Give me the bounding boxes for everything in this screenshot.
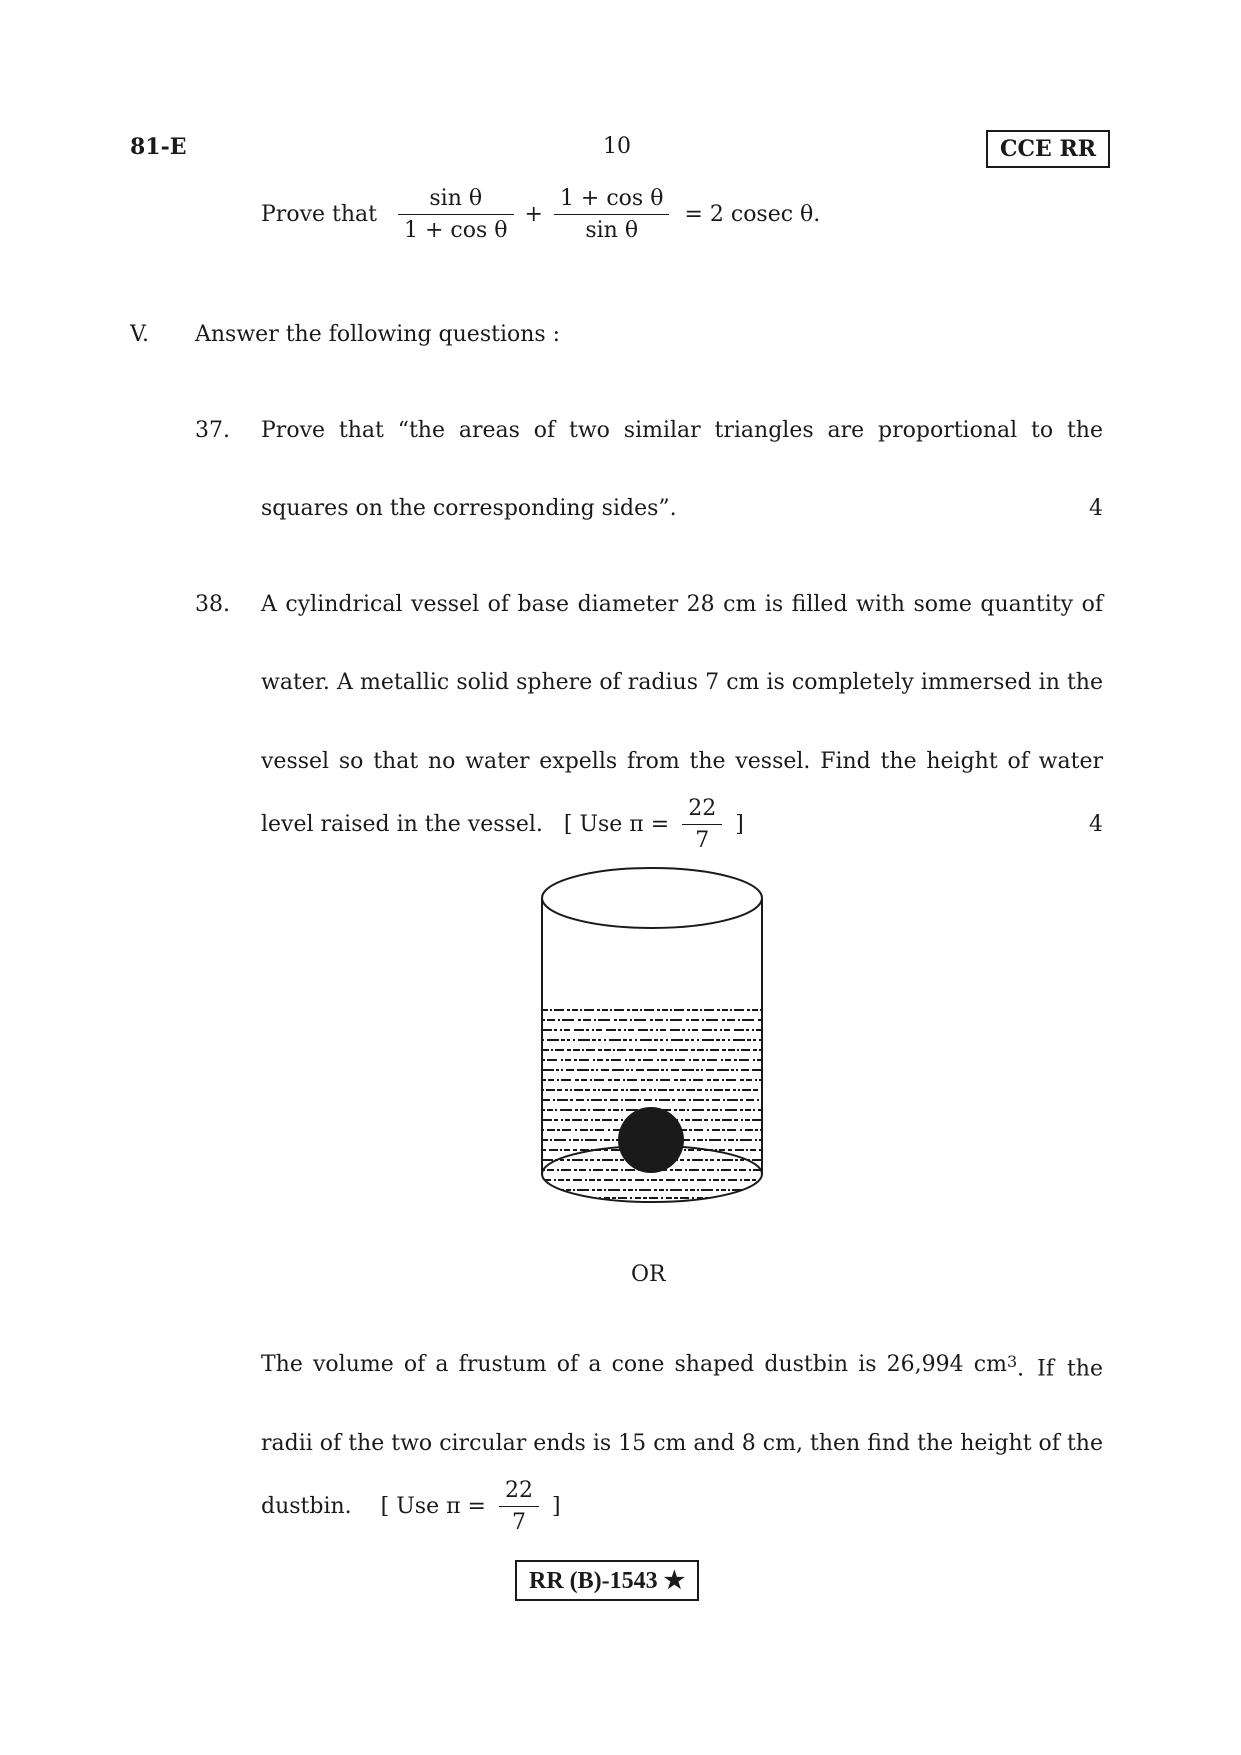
alternative-line-1-end bbox=[1007, 1352, 1103, 1381]
fraction-2-denominator: sin θ bbox=[585, 218, 639, 243]
section-numeral: V. bbox=[130, 322, 150, 347]
sphere bbox=[618, 1107, 684, 1173]
identity-result: = 2 cosec θ. bbox=[684, 202, 821, 227]
footer-code-box bbox=[515, 1560, 699, 1601]
alt-use-pi-close: ] bbox=[551, 1494, 561, 1519]
use-pi-close: ] bbox=[735, 812, 744, 837]
alternative-line-3 bbox=[261, 1478, 561, 1535]
header-badge: CCE RR bbox=[986, 130, 1110, 168]
alt-pi-denominator: 7 bbox=[511, 1510, 526, 1535]
alternative-line-1-tail: . If the bbox=[1017, 1356, 1103, 1382]
question-38-line-3: vessel so that no water expells from the vessel. Find the height of water bbox=[261, 749, 1103, 774]
alternative-line-1-main: The volume of a frustum of a cone shaped dustbin is 26,994 cm bbox=[261, 1352, 1007, 1377]
paper-code: 81-E bbox=[130, 134, 187, 160]
cylinder-with-sphere-diagram bbox=[530, 862, 770, 1212]
or-label: OR bbox=[631, 1262, 666, 1287]
pi-fraction bbox=[682, 796, 722, 853]
cube-superscript: 3 bbox=[1006, 1352, 1018, 1371]
section-title: Answer the following questions : bbox=[195, 322, 561, 347]
alt-use-pi-open: [ Use π = bbox=[380, 1494, 486, 1519]
question-38-line-1: A cylindrical vessel of base diameter 28 cm is filled with some quantity of bbox=[261, 592, 1103, 617]
pi-numerator: 22 bbox=[682, 796, 722, 825]
question-38-line-2: water. A metallic solid sphere of radius 7 cm is completely immersed in the bbox=[261, 670, 1103, 695]
star-icon: ★ bbox=[663, 1568, 686, 1594]
alt-pi-numerator: 22 bbox=[499, 1478, 539, 1507]
pi-denominator: 7 bbox=[695, 828, 710, 853]
footer-code: RR (B)-1543 bbox=[529, 1568, 658, 1594]
fraction-1-denominator: 1 + cos θ bbox=[403, 218, 508, 243]
question-37-number: 37. bbox=[195, 418, 230, 443]
question-37-line-1: Prove that “the areas of two similar triangles are proportional to the bbox=[261, 418, 1103, 443]
fraction-2 bbox=[554, 186, 670, 243]
alt-pi-fraction bbox=[499, 1478, 539, 1535]
question-38-line-4 bbox=[261, 796, 744, 853]
fraction-1-numerator: sin θ bbox=[398, 186, 514, 215]
identity-prefix: Prove that bbox=[261, 202, 377, 227]
use-pi-open: [ Use π = bbox=[563, 812, 670, 837]
question-38-line-4-text: level raised in the vessel. bbox=[261, 812, 543, 837]
plus-sign: + bbox=[524, 202, 543, 227]
alternative-line-3-text: dustbin. bbox=[261, 1494, 352, 1519]
fraction-2-numerator: 1 + cos θ bbox=[554, 186, 670, 215]
fraction-1 bbox=[398, 186, 514, 243]
alternative-line-1 bbox=[261, 1352, 1103, 1381]
question-38-number: 38. bbox=[195, 592, 230, 617]
cylinder-top-rim bbox=[542, 868, 762, 928]
cylinder-svg bbox=[530, 862, 770, 1212]
alternative-line-2: radii of the two circular ends is 15 cm and 8 cm, then find the height of the bbox=[261, 1431, 1103, 1456]
question-37-line-2: squares on the corresponding sides”. bbox=[261, 496, 677, 521]
identity-statement bbox=[261, 186, 820, 243]
page-number: 10 bbox=[603, 134, 631, 159]
question-37-marks: 4 bbox=[1089, 496, 1103, 521]
question-38-marks: 4 bbox=[1089, 812, 1103, 837]
